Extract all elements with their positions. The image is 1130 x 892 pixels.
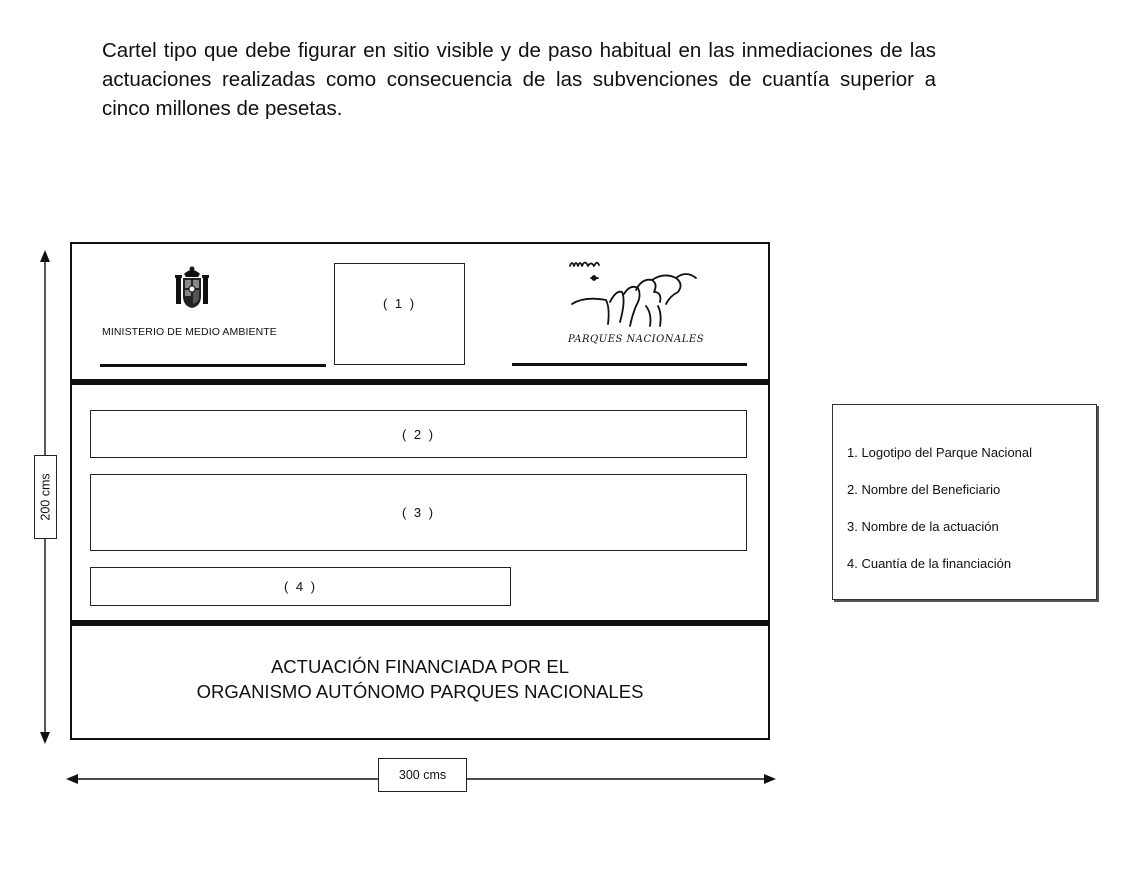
ministry-label: MINISTERIO DE MEDIO AMBIENTE [102, 326, 277, 338]
box-2-label: ( 2 ) [401, 426, 436, 442]
financing-amount-box [90, 567, 511, 606]
header-divider [72, 379, 768, 385]
legend-box [832, 404, 1097, 600]
legend-item: 2. Nombre del Beneficiario [847, 482, 1001, 497]
logo-placeholder-box [334, 263, 465, 365]
footer-divider [72, 620, 768, 626]
footer-line-1: ACTUACIÓN FINANCIADA POR EL [270, 656, 570, 677]
legend-item: 1. Logotipo del Parque Nacional [847, 445, 1033, 460]
footer-line-2: ORGANISMO AUTÓNOMO PARQUES NACIONALES [196, 681, 644, 702]
box-1-label: ( 1 ) [382, 296, 417, 311]
parks-logo-caption: PARQUES NACIONALES [568, 334, 705, 345]
box-3-label: ( 3 ) [401, 505, 436, 520]
height-label: 200 cms [38, 473, 53, 521]
box-4-label: ( 4 ) [283, 579, 318, 594]
ministry-underline [100, 364, 326, 367]
legend-list [847, 445, 1032, 593]
action-name-box [90, 474, 747, 551]
footer-text [72, 654, 768, 704]
beneficiary-box [90, 410, 747, 458]
intro-paragraph: Cartel tipo que debe figurar en sitio visible y de paso habitual en las inmediaciones de las actuaciones realizadas como consecuencia de las subvenciones de cuantía superior a cinco millones de pesetas. [102, 39, 936, 120]
legend-item: 4. Cuantía de la financiación [847, 556, 1012, 571]
width-label: 300 cms [398, 768, 447, 782]
height-label-box [34, 455, 57, 539]
parks-underline [512, 363, 747, 366]
legend-item: 3. Nombre de la actuación [847, 519, 999, 534]
sign-template [70, 242, 770, 740]
width-label-box [378, 758, 467, 792]
national-parks-logo-icon [566, 250, 706, 336]
spanish-coat-of-arms-icon [172, 264, 212, 310]
